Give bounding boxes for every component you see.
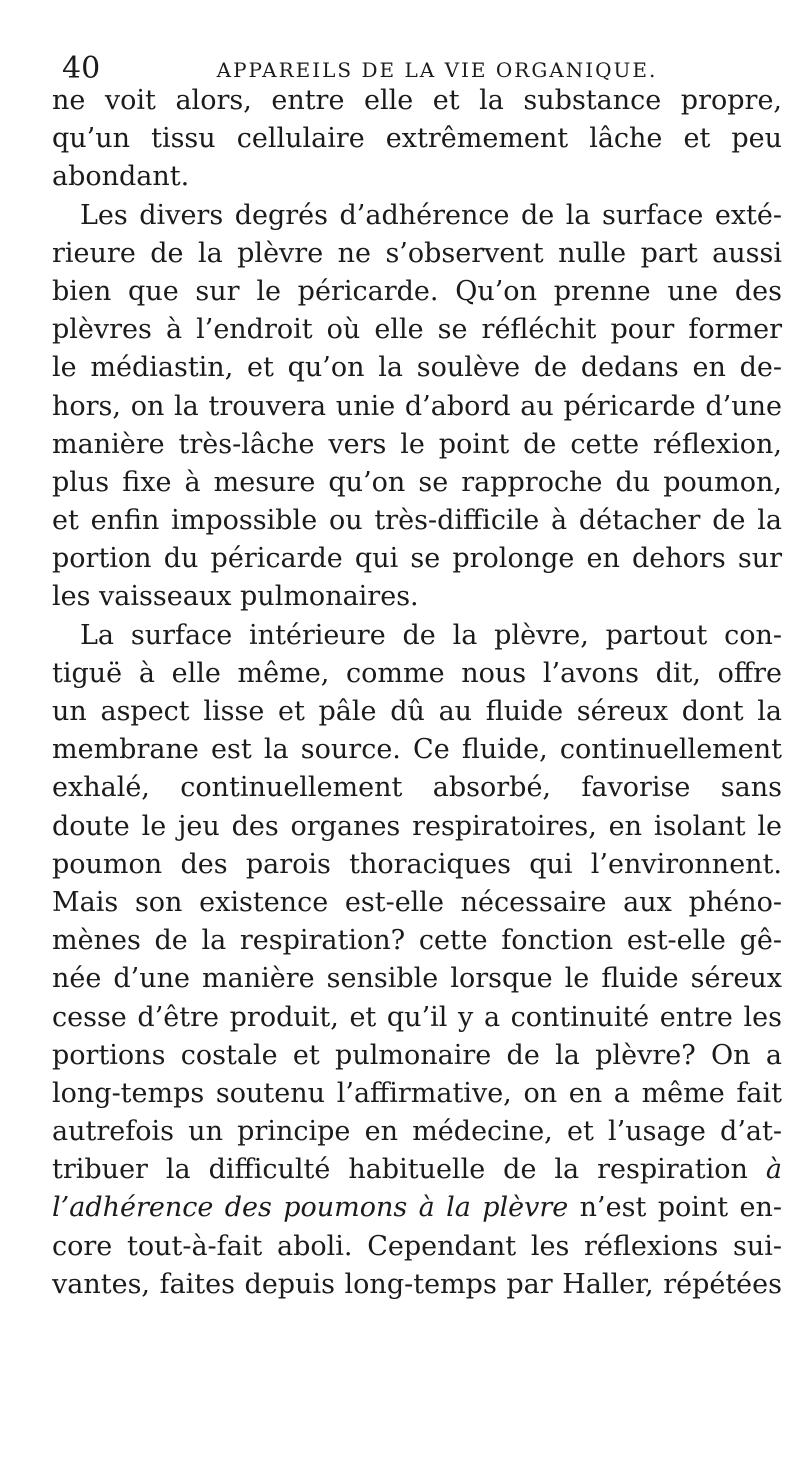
body-text — [52, 82, 782, 1304]
text-line: tiguë à elle même, comme nous l’avons dit, offre — [52, 657, 782, 689]
text-line: ne voit alors, entre elle et la substance propre, — [52, 85, 782, 116]
text-line: Les divers degrés d’adhérence de la surface exté- — [80, 199, 782, 231]
text-line: membrane est la source. Ce fluide, continuellement — [52, 734, 782, 766]
text-line: qu’un tissu cellulaire extrêmement lâche et peu — [52, 123, 782, 155]
text-line: La surface intérieure de la plèvre, partout con- — [80, 619, 782, 651]
text-line: portions costale et pulmonaire de la plèvre? On a — [52, 1039, 782, 1071]
text-line: le médiastin, et qu’on la soulève de dedans en de- — [52, 352, 782, 384]
text-line: autrefois un principe en médecine, et l’usage d’at- — [52, 1116, 782, 1148]
text-line: les vaisseaux pulmonaires. — [52, 581, 419, 613]
text-line: Mais son existence est-elle nécessaire aux phéno- — [52, 886, 782, 918]
text-line: rieure de la plèvre ne s’observent nulle part aussi — [52, 237, 782, 269]
text-line: manière très-lâche vers le point de cette réflexion, — [52, 428, 782, 460]
text-line: long-temps soutenu l’affirmative, on en a même fait — [52, 1077, 782, 1109]
text-line: l’adhérence des poumons à la plèvre n’est point en- — [52, 1192, 782, 1224]
text-line: née d’une manière sensible lorsque le fluide séreux — [52, 963, 782, 995]
text-line: bien que sur le péricarde. Qu’on prenne une des — [52, 275, 782, 307]
text-line: plus fixe à mesure qu’on se rapproche du poumon, — [52, 466, 782, 498]
page-header — [62, 52, 772, 86]
text-line: vantes, faites depuis long-temps par Haller, répétées — [52, 1268, 782, 1300]
text-line: poumon des parois thoraciques qui l’environnent. — [52, 848, 782, 880]
text-line: cesse d’être produit, et qu’il y a continuité entre les — [52, 1001, 782, 1033]
text-line: un aspect lisse et pâle dû au fluide séreux dont la — [52, 696, 782, 727]
text-line: portion du péricarde qui se prolonge en dehors sur — [52, 543, 782, 575]
text-line: hors, on la trouvera unie d’abord au péricarde d’une — [52, 390, 782, 422]
text-line: mènes de la respiration? cette fonction est-elle gê- — [52, 925, 782, 957]
page-number: 40 — [62, 51, 101, 86]
text-line: et enfin impossible ou très-difficile à détacher de la — [52, 505, 782, 537]
text-line: tribuer la difficulté habituelle de la respiration à — [52, 1154, 782, 1186]
text-line: doute le jeu des organes respiratoires, en isolant le — [52, 810, 782, 842]
text-line: abondant. — [52, 161, 190, 193]
text-line: exhalé, continuellement absorbé, favorise sans — [52, 772, 782, 804]
running-head: APPAREILS DE LA VIE ORGANIQUE. — [216, 58, 658, 82]
text-line: core tout-à-fait aboli. Cependant les réflexions sui- — [52, 1230, 782, 1262]
text-line: plèvres à l’endroit où elle se réfléchit pour former — [52, 314, 782, 346]
